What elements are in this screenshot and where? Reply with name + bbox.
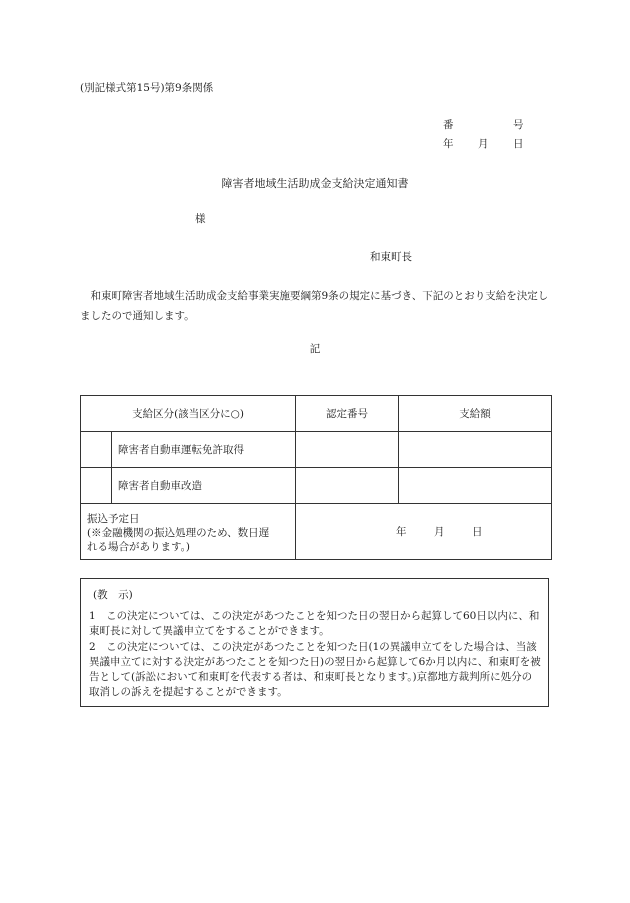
header-amount: 支給額 — [399, 396, 552, 432]
schedule-month: 月 — [434, 526, 445, 538]
instruction-item-2: 2 この決定については、この決定があつたことを知つた日(1の異議申立てをした場合は、当該異議申立てに対する決定があつたことを知つた日)の翌日から起算して6か月以内に、和東町を被告として(訴訟において和東町を代表する者は、和東町長となります。)京都地方裁判所に処分の取消しの訴えを提起することができます。 — [89, 641, 541, 698]
instruction-title: (教 示) — [93, 589, 133, 601]
number-label-right: 号 — [513, 119, 524, 131]
table-header-row — [81, 396, 552, 432]
instruction-item-1: 1 この決定については、この決定があつたことを知つた日の翌日から起算して60日以内に、和東町長に対して異議申立てをすることができます。 — [89, 610, 540, 637]
schedule-label-2: (※金融機関の振込処理のため、数日遅 — [87, 526, 270, 539]
header-cert-no: 認定番号 — [296, 396, 399, 432]
payment-table — [80, 395, 552, 560]
schedule-year: 年 — [396, 526, 407, 538]
schedule-row — [81, 504, 552, 560]
number-label-left: 番 — [443, 119, 454, 131]
addressee-sama: 様 — [195, 213, 206, 225]
body-paragraph — [80, 286, 550, 326]
cert-no-cell[interactable] — [296, 468, 399, 504]
cert-no-cell[interactable] — [296, 432, 399, 468]
body-text: 和東町障害者地域生活助成金支給事業実施要綱第9条の規定に基づき、下記のとおり支給を決定しましたので通知します。 — [80, 290, 549, 322]
amount-cell[interactable] — [399, 432, 552, 468]
category-label: 障害者自動車運転免許取得 — [112, 432, 296, 468]
ki-heading: 記 — [309, 343, 321, 355]
header-category: 支給区分(該当区分に○) — [81, 396, 296, 432]
circle-mark-cell[interactable] — [81, 468, 112, 504]
instruction-box — [80, 578, 549, 707]
schedule-day: 日 — [472, 526, 483, 538]
category-label: 障害者自動車改造 — [112, 468, 296, 504]
schedule-date-cell[interactable] — [296, 504, 552, 560]
schedule-label-1: 振込予定日 — [87, 512, 140, 525]
amount-cell[interactable] — [399, 468, 552, 504]
date-month: 月 — [478, 138, 489, 150]
date-day: 日 — [513, 138, 524, 150]
schedule-label — [81, 504, 296, 560]
circle-mark-cell[interactable] — [81, 432, 112, 468]
table-row — [81, 468, 552, 504]
table-row — [81, 432, 552, 468]
form-number: (別記様式第15号)第9条関係 — [80, 82, 214, 94]
schedule-label-3: れる場合があります。) — [87, 540, 191, 553]
date-year: 年 — [443, 138, 454, 150]
issuer-name: 和東町長 — [370, 251, 412, 263]
document-title: 障害者地域生活助成金支給決定通知書 — [221, 177, 409, 190]
